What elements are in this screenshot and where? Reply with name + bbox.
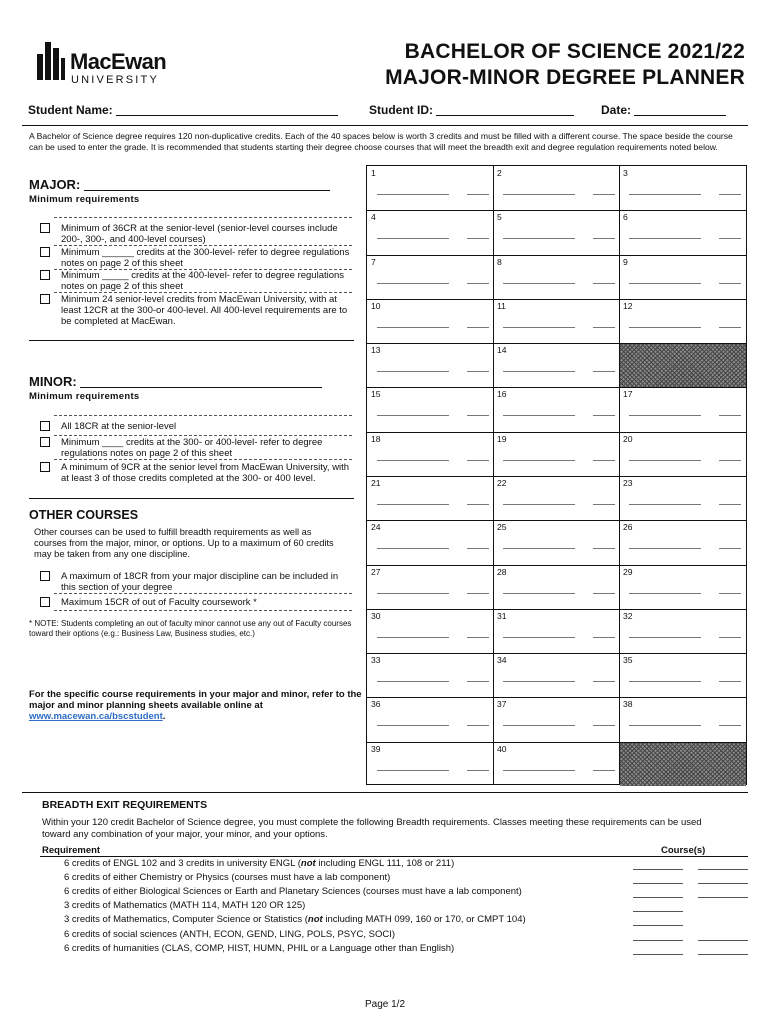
slot-number: 21 xyxy=(371,478,381,488)
course-blank[interactable] xyxy=(629,681,701,682)
course-blank[interactable] xyxy=(629,637,701,638)
course-blank[interactable] xyxy=(629,460,701,461)
checkbox[interactable] xyxy=(40,421,50,431)
slot-number: 2 xyxy=(497,168,502,178)
major-req-4[interactable]: Minimum 24 senior-level credits from MacEwan University, with at least 12CR at the 300-or 400-level. All 400-level requirements are to be completed at MacEwan. xyxy=(40,294,352,327)
course-blank[interactable] xyxy=(698,954,748,955)
grade-blank[interactable] xyxy=(719,548,741,549)
course-slot[interactable] xyxy=(367,299,493,343)
checkbox[interactable] xyxy=(40,571,50,581)
slot-number: 34 xyxy=(497,655,507,666)
slot-number: 7 xyxy=(371,256,376,267)
checkbox[interactable] xyxy=(40,223,50,233)
grade-blank[interactable] xyxy=(593,548,615,549)
minor-blank[interactable] xyxy=(80,377,322,388)
course-slot[interactable] xyxy=(619,210,746,254)
course-blank[interactable] xyxy=(503,770,575,771)
checkbox[interactable] xyxy=(40,294,50,304)
date-field[interactable]: Date: xyxy=(601,103,726,117)
grade-blank[interactable] xyxy=(593,194,615,195)
slot-number: 33 xyxy=(371,655,381,666)
course-slot[interactable] xyxy=(493,343,619,387)
breadth-heading: BREADTH EXIT REQUIREMENTS xyxy=(42,799,208,811)
slot-number: 22 xyxy=(497,478,507,488)
slot-number: 13 xyxy=(371,345,381,356)
slot-number: 3 xyxy=(623,168,628,178)
course-blank[interactable] xyxy=(377,283,449,284)
course-slot[interactable] xyxy=(493,210,619,254)
slot-number: 6 xyxy=(623,212,628,223)
minor-req-2[interactable]: Minimum ____ credits at the 300- or 400-level- refer to degree regulations notes on page 2 of this sheet xyxy=(40,437,352,459)
slot-number: 17 xyxy=(623,389,633,400)
slot-number: 38 xyxy=(623,699,633,710)
course-blank[interactable] xyxy=(377,415,449,416)
course-slot[interactable] xyxy=(367,742,493,786)
requirement-column-header: Requirement xyxy=(42,845,101,856)
course-blank[interactable] xyxy=(503,548,575,549)
grade-blank[interactable] xyxy=(593,725,615,726)
course-slot[interactable] xyxy=(493,742,619,786)
course-blank[interactable] xyxy=(633,897,683,898)
slot-number: 9 xyxy=(623,256,628,267)
grade-blank[interactable] xyxy=(593,681,615,682)
slot-number: 20 xyxy=(623,433,633,444)
checkbox[interactable] xyxy=(40,270,50,280)
breadth-requirement: 3 credits of Mathematics, Computer Science or Statistics (not including MATH 099, 160 or 170, or CMPT 104) xyxy=(64,914,526,926)
course-blank[interactable] xyxy=(503,637,575,638)
course-blank[interactable] xyxy=(503,194,575,195)
student-id-field[interactable]: Student ID: xyxy=(369,103,574,117)
checkbox[interactable] xyxy=(40,597,50,607)
macewan-logo xyxy=(37,40,197,86)
course-blank[interactable] xyxy=(633,925,683,926)
course-blank[interactable] xyxy=(503,725,575,726)
slot-number: 30 xyxy=(371,610,381,621)
other-req-1[interactable]: A maximum of 18CR from your major discipline can be included in this section of your degree xyxy=(40,571,352,593)
course-blank[interactable] xyxy=(503,460,575,461)
course-slot[interactable] xyxy=(619,565,746,609)
course-slot[interactable] xyxy=(367,255,493,299)
out-of-faculty-note: * NOTE: Students completing an out of faculty minor cannot use any out of Faculty courses toward their options (e.g.: Business Law, Business studies, etc.) xyxy=(29,619,352,638)
grade-blank[interactable] xyxy=(467,504,489,505)
course-blank[interactable] xyxy=(503,593,575,594)
grade-blank[interactable] xyxy=(719,283,741,284)
course-slot[interactable] xyxy=(493,387,619,431)
slot-number: 4 xyxy=(371,212,376,223)
breadth-requirement: 6 credits of social sciences (ANTH, ECON, GEND, LING, POLS, PSYC, SOCI) xyxy=(64,928,396,940)
slot-number: 12 xyxy=(623,300,633,311)
course-blank[interactable] xyxy=(629,415,701,416)
course-slot[interactable] xyxy=(493,255,619,299)
slot-number: 24 xyxy=(371,522,381,533)
slot-number: 32 xyxy=(623,610,633,621)
course-blank[interactable] xyxy=(633,911,683,912)
checkbox[interactable] xyxy=(40,462,50,472)
intro-text: A Bachelor of Science degree requires 120 non-duplicative credits. Each of the 40 spaces below is worth 3 credits and must be filled with a different course. The space beside the course can be used to enter the grade. It is recommended that students starting their degree choose courses that will meet the breadth exit and degree regulation requirements noted below. xyxy=(29,131,733,152)
course-slot[interactable] xyxy=(493,432,619,476)
course-slot[interactable] xyxy=(619,653,746,697)
course-blank[interactable] xyxy=(629,504,701,505)
other-req-2[interactable]: Maximum 15CR of out of Faculty coursework * xyxy=(40,597,352,608)
slot-number: 36 xyxy=(371,699,381,710)
course-slot[interactable] xyxy=(367,520,493,564)
logo-bars-icon xyxy=(37,42,67,80)
slot-number: 15 xyxy=(371,389,381,400)
grade-blank[interactable] xyxy=(719,327,741,328)
slot-number: 37 xyxy=(497,699,507,710)
grade-blank[interactable] xyxy=(467,371,489,372)
course-slot[interactable] xyxy=(367,432,493,476)
grade-blank[interactable] xyxy=(467,725,489,726)
logo-name: MacEwan xyxy=(70,49,167,74)
course-blank[interactable] xyxy=(377,725,449,726)
grade-blank[interactable] xyxy=(467,637,489,638)
slot-number: 31 xyxy=(497,610,507,621)
course-blank[interactable] xyxy=(503,283,575,284)
course-blank[interactable] xyxy=(377,327,449,328)
grade-blank[interactable] xyxy=(467,238,489,239)
course-slot[interactable] xyxy=(619,255,746,299)
course-slot[interactable] xyxy=(367,210,493,254)
course-blank[interactable] xyxy=(633,954,683,955)
course-blank[interactable] xyxy=(698,883,748,884)
slot-number: 5 xyxy=(497,212,502,223)
course-planner-grid xyxy=(366,165,747,785)
course-slot[interactable] xyxy=(493,609,619,653)
divider xyxy=(22,125,748,126)
course-blank[interactable] xyxy=(377,770,449,771)
grade-blank[interactable] xyxy=(593,371,615,372)
course-slot[interactable] xyxy=(493,565,619,609)
course-slot[interactable] xyxy=(619,387,746,431)
course-blank[interactable] xyxy=(629,327,701,328)
grade-blank[interactable] xyxy=(593,504,615,505)
course-slot[interactable] xyxy=(367,387,493,431)
unused-cell xyxy=(620,743,746,786)
slot-number: 35 xyxy=(623,655,633,666)
course-slot[interactable] xyxy=(367,697,493,741)
grade-blank[interactable] xyxy=(467,283,489,284)
course-blank[interactable] xyxy=(633,869,683,870)
course-slot[interactable] xyxy=(619,299,746,343)
slot-number: 27 xyxy=(371,566,381,577)
slot-number: 10 xyxy=(371,300,381,311)
course-blank[interactable] xyxy=(503,415,575,416)
breadth-intro: Within your 120 credit Bachelor of Science degree, you must complete the following Breadth requirements. Classes meeting these requirements can be used toward any combination of your major, your minor, and your options. xyxy=(42,817,702,840)
slot-number: 8 xyxy=(497,256,502,267)
course-slot[interactable] xyxy=(367,653,493,697)
course-slot[interactable] xyxy=(493,697,619,741)
grade-blank[interactable] xyxy=(593,283,615,284)
course-slot[interactable] xyxy=(619,432,746,476)
breadth-requirement: 3 credits of Mathematics (MATH 114, MATH 120 OR 125) xyxy=(64,900,306,912)
grade-blank[interactable] xyxy=(719,415,741,416)
course-slot[interactable] xyxy=(493,653,619,697)
course-slot[interactable] xyxy=(493,476,619,520)
grade-blank[interactable] xyxy=(593,415,615,416)
course-blank[interactable] xyxy=(698,869,748,870)
grade-blank[interactable] xyxy=(467,548,489,549)
course-slot[interactable] xyxy=(493,299,619,343)
course-blank[interactable] xyxy=(503,371,575,372)
course-slot[interactable] xyxy=(619,697,746,741)
title-line-1: BACHELOR OF SCIENCE 2021/22 xyxy=(404,40,745,63)
course-blank[interactable] xyxy=(377,238,449,239)
slot-number: 1 xyxy=(371,168,376,178)
slot-number: 16 xyxy=(497,389,507,400)
divider xyxy=(22,792,748,793)
course-blank[interactable] xyxy=(377,504,449,505)
student-name-field[interactable]: Student Name: xyxy=(28,103,338,117)
other-courses-heading: OTHER COURSES xyxy=(29,508,139,522)
course-blank[interactable] xyxy=(377,637,449,638)
courses-column-header: Course(s) xyxy=(661,845,706,856)
grade-blank[interactable] xyxy=(719,504,741,505)
grade-blank[interactable] xyxy=(467,327,489,328)
course-blank[interactable] xyxy=(503,681,575,682)
slot-number: 26 xyxy=(623,522,633,533)
grade-blank[interactable] xyxy=(593,593,615,594)
unused-cell xyxy=(620,344,746,387)
breadth-requirement: 6 credits of ENGL 102 and 3 credits in university ENGL (not including ENGL 111, 108 or 211) xyxy=(64,858,455,869)
course-slot[interactable] xyxy=(619,520,746,564)
grade-blank[interactable] xyxy=(719,637,741,638)
slot-number: 23 xyxy=(623,478,633,488)
grade-blank[interactable] xyxy=(467,681,489,682)
grade-blank[interactable] xyxy=(467,770,489,771)
major-req-1[interactable]: Minimum of 36CR at the senior-level (senior-level courses include 200-, 300-, and 400-level courses) xyxy=(40,223,352,245)
course-blank[interactable] xyxy=(629,725,701,726)
course-slot[interactable] xyxy=(493,166,619,210)
major-req-3[interactable]: Minimum _____ credits at the 400-level- refer to degree regulations notes on page 2 of this sheet xyxy=(40,270,352,292)
course-slot[interactable] xyxy=(367,166,493,210)
course-blank[interactable] xyxy=(633,940,683,941)
course-blank[interactable] xyxy=(377,593,449,594)
course-blank[interactable] xyxy=(629,194,701,195)
course-slot[interactable] xyxy=(367,476,493,520)
grade-blank[interactable] xyxy=(467,415,489,416)
course-blank[interactable] xyxy=(633,883,683,884)
grade-blank[interactable] xyxy=(719,725,741,726)
page-title xyxy=(385,39,745,91)
major-req-2[interactable]: Minimum ______ credits at the 300-level- refer to degree regulations notes on page 2 of this sheet xyxy=(40,247,352,269)
course-blank[interactable] xyxy=(503,504,575,505)
other-courses-text: Other courses can be used to fulfill breadth requirements as well as courses from the major, minor, or options. Up to a maximum of 60 credits may be taken from any one discipline. xyxy=(34,527,334,559)
grade-blank[interactable] xyxy=(593,770,615,771)
grade-blank[interactable] xyxy=(467,194,489,195)
major-blank[interactable] xyxy=(84,180,330,191)
slot-number: 14 xyxy=(497,345,507,356)
course-blank[interactable] xyxy=(377,548,449,549)
course-slot[interactable] xyxy=(619,609,746,653)
course-blank[interactable] xyxy=(503,327,575,328)
title-line-2: MAJOR-MINOR DEGREE PLANNER xyxy=(385,66,745,89)
slot-number: 28 xyxy=(497,566,507,577)
course-blank[interactable] xyxy=(503,238,575,239)
slot-number: 19 xyxy=(497,433,507,444)
breadth-requirement: 6 credits of either Chemistry or Physics (courses must have a lab component) xyxy=(64,872,391,884)
slot-number: 11 xyxy=(497,300,506,311)
grade-blank[interactable] xyxy=(719,238,741,239)
student-name-blank[interactable] xyxy=(116,104,338,116)
course-slot[interactable] xyxy=(367,609,493,653)
minor-heading: MINOR: xyxy=(29,374,322,389)
grade-blank[interactable] xyxy=(719,194,741,195)
grade-blank[interactable] xyxy=(719,593,741,594)
grade-blank[interactable] xyxy=(593,238,615,239)
grade-blank[interactable] xyxy=(593,327,615,328)
logo-sub: UNIVERSITY xyxy=(71,74,160,86)
course-blank[interactable] xyxy=(629,548,701,549)
date-blank[interactable] xyxy=(634,104,726,116)
course-blank[interactable] xyxy=(629,283,701,284)
course-slot[interactable] xyxy=(493,520,619,564)
slot-number: 40 xyxy=(497,743,507,754)
breadth-requirement: 6 credits of humanities (CLAS, COMP, HIST, HUMN, PHIL or a Language other than English) xyxy=(64,942,455,954)
course-slot[interactable] xyxy=(367,565,493,609)
grade-blank[interactable] xyxy=(467,593,489,594)
major-heading: MAJOR: xyxy=(29,177,330,192)
student-id-blank[interactable] xyxy=(436,104,574,116)
course-blank[interactable] xyxy=(629,593,701,594)
page-number: Page 1/2 xyxy=(364,999,406,1010)
grade-blank[interactable] xyxy=(593,460,615,461)
slot-number: 29 xyxy=(623,566,633,577)
slot-number: 18 xyxy=(371,433,381,444)
course-blank[interactable] xyxy=(377,460,449,461)
course-slot[interactable] xyxy=(619,166,746,210)
major-sub-heading: Minimum requirements xyxy=(29,194,140,205)
course-blank[interactable] xyxy=(377,681,449,682)
checkbox[interactable] xyxy=(40,437,50,447)
specific-requirements-text: For the specific course requirements in your major and minor, refer to the major and minor planning sheets available online at www.macewan.ca/bscstudent. xyxy=(29,689,362,722)
minor-req-1[interactable]: All 18CR at the senior-level xyxy=(40,421,352,432)
course-blank[interactable] xyxy=(629,238,701,239)
course-slot[interactable] xyxy=(367,343,493,387)
slot-number: 39 xyxy=(371,743,381,754)
grade-blank[interactable] xyxy=(467,460,489,461)
course-blank[interactable] xyxy=(698,897,748,898)
grade-blank[interactable] xyxy=(593,637,615,638)
course-blank[interactable] xyxy=(377,371,449,372)
minor-sub-heading: Minimum requirements xyxy=(29,391,140,402)
grade-blank[interactable] xyxy=(719,460,741,461)
course-slot[interactable] xyxy=(619,476,746,520)
breadth-requirement: 6 credits of either Biological Sciences or Earth and Planetary Sciences (courses must have a lab component) xyxy=(64,886,522,898)
minor-req-3[interactable]: A minimum of 9CR at the senior level from MacEwan University, with at least 3 of those credits completed at the 300- or 400 level. xyxy=(40,462,352,484)
course-blank[interactable] xyxy=(698,940,748,941)
checkbox[interactable] xyxy=(40,247,50,257)
bscstudent-link[interactable]: www.macewan.ca/bscstudent xyxy=(29,711,163,722)
grade-blank[interactable] xyxy=(719,681,741,682)
course-blank[interactable] xyxy=(377,194,449,195)
slot-number: 25 xyxy=(497,522,507,533)
